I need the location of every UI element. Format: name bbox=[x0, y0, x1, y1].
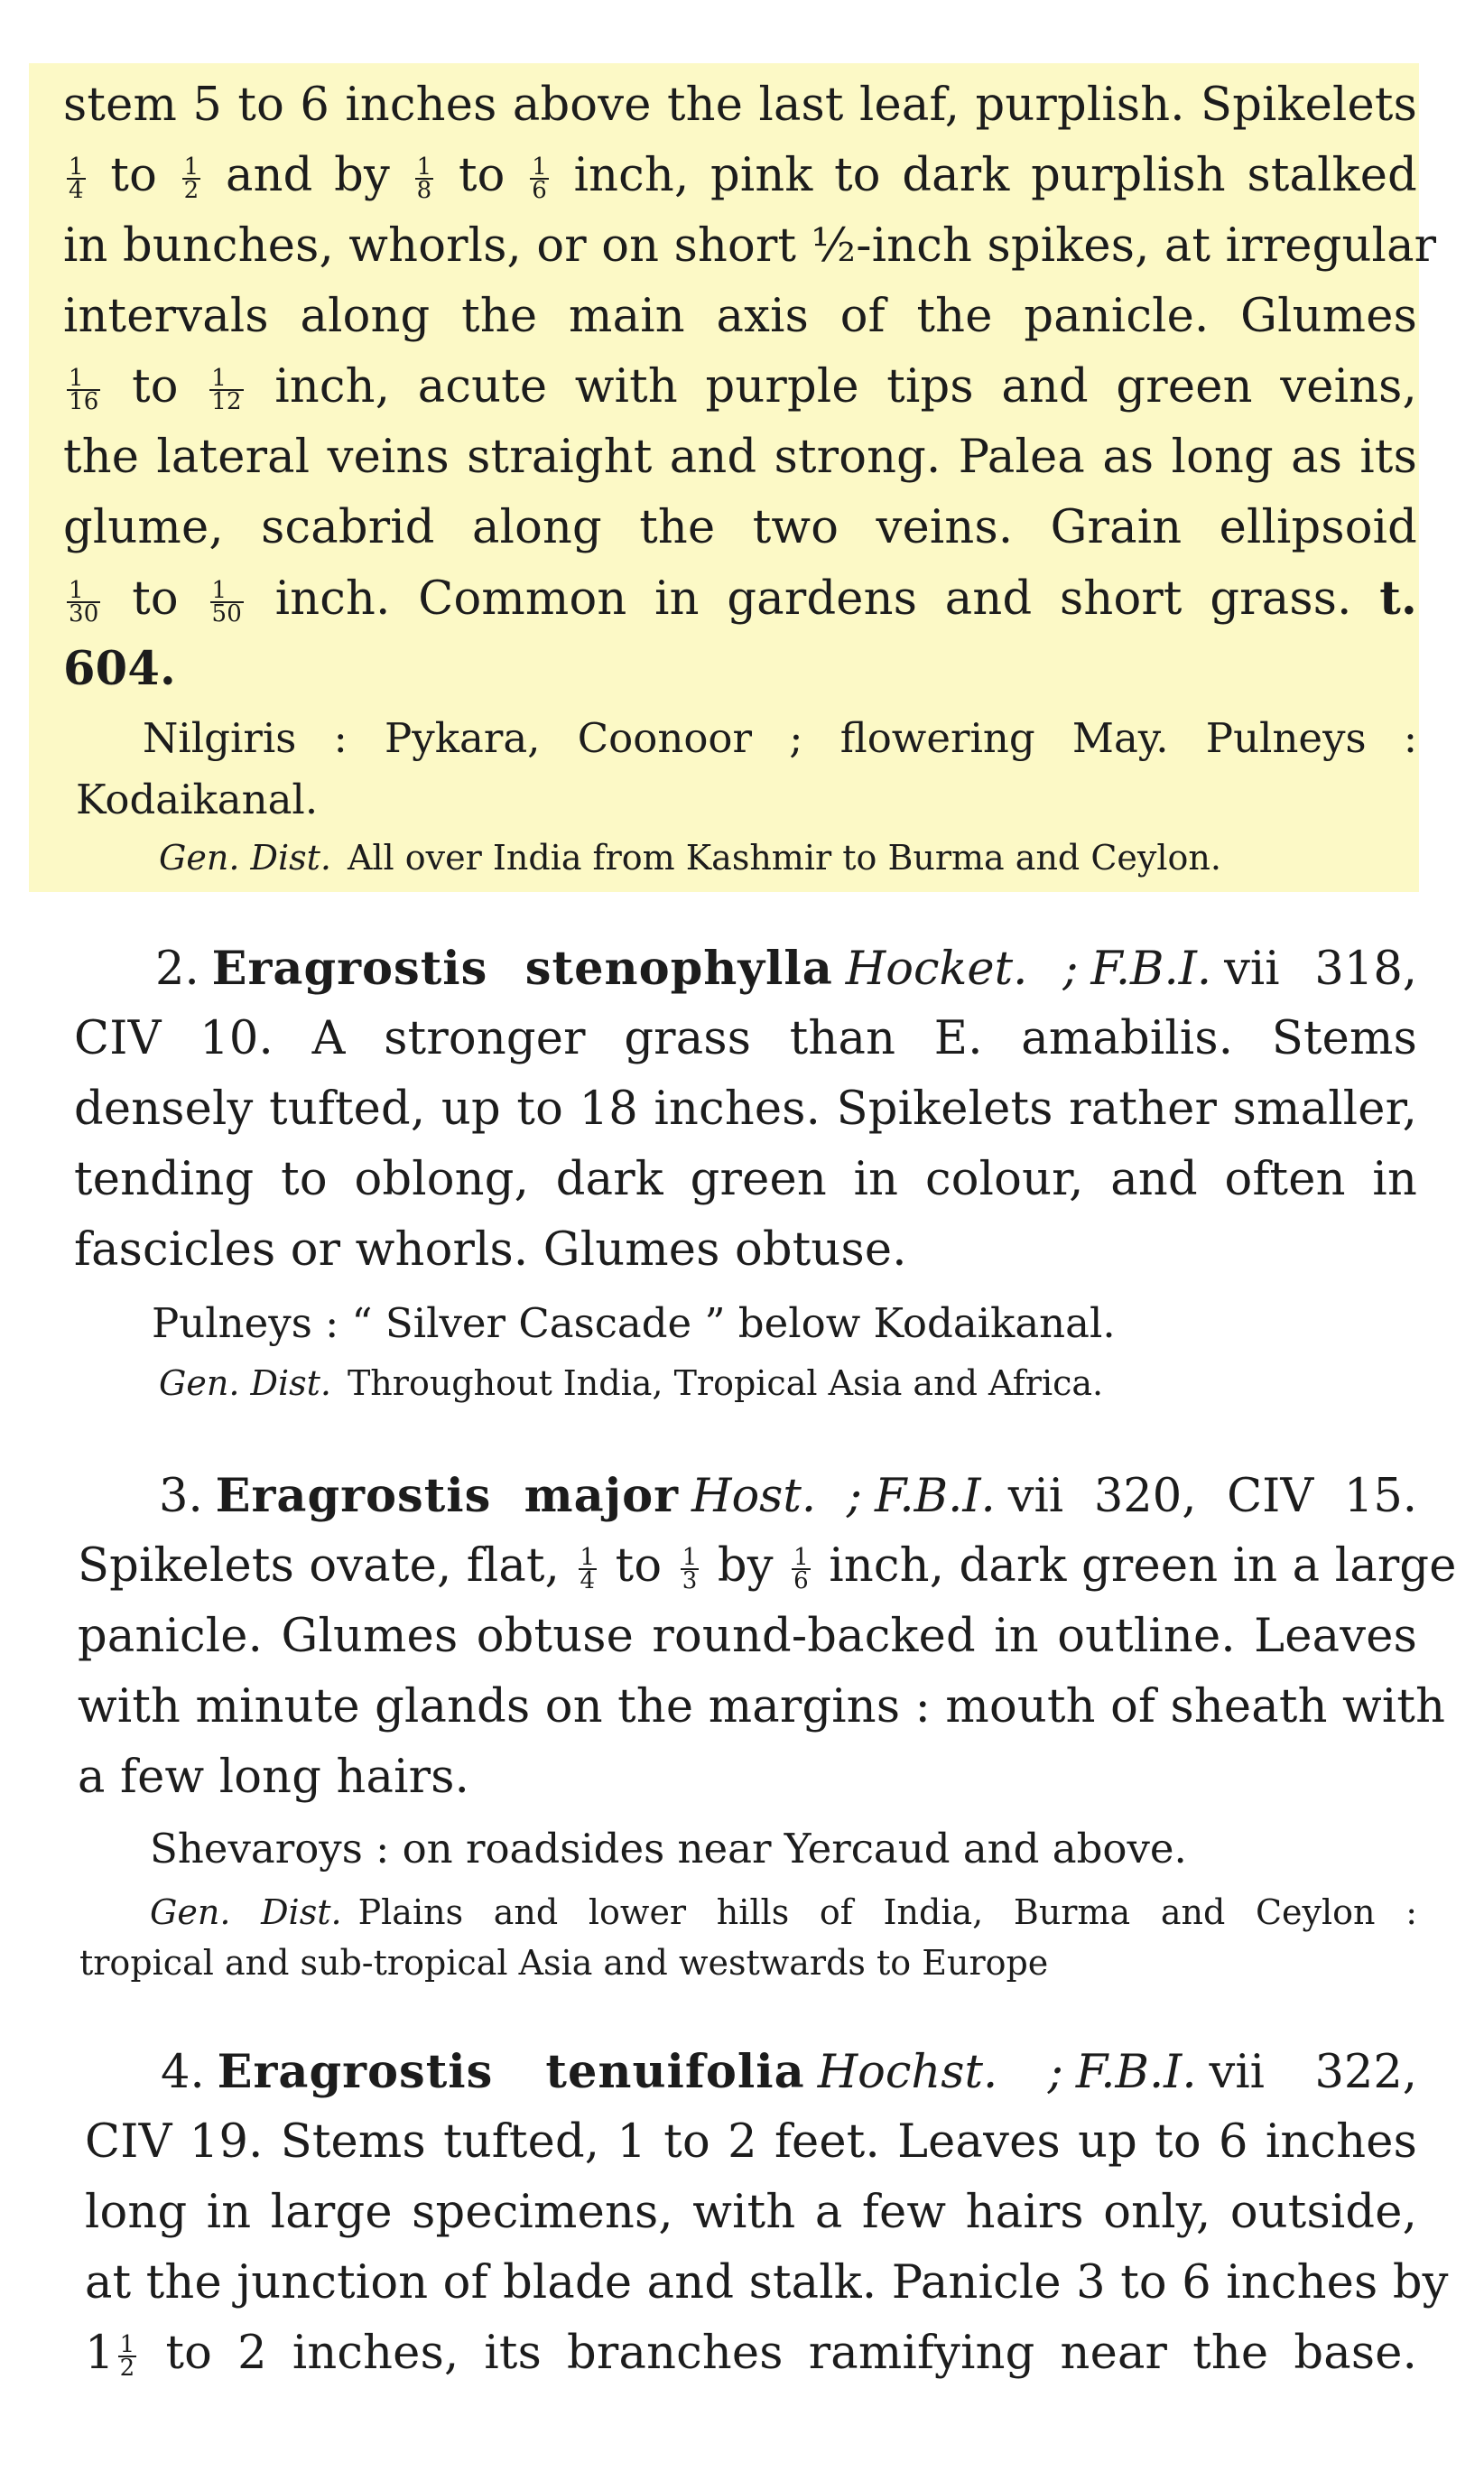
distribution-label: Gen. Dist. bbox=[150, 1892, 342, 1932]
species-name: Eragrostis major bbox=[215, 1469, 679, 1523]
text-line: stem 5 to 6 inches above the last leaf, purplish. Spikelets bbox=[63, 79, 1417, 132]
species-entry bbox=[74, 934, 1417, 1408]
reference-volume: vii 320, CIV 15. bbox=[1007, 1470, 1418, 1523]
fraction: $\frac{1}{16}$ bbox=[69, 365, 99, 415]
text-line: CIV 19. Stems tufted, 1 to 2 feet. Leaves up to 6 inches bbox=[85, 2115, 1417, 2169]
locality bbox=[143, 708, 1417, 769]
species-number: 3. bbox=[159, 1470, 203, 1523]
distribution-text: Plains and lower hills of India, Burma and Ceylon : bbox=[357, 1892, 1417, 1932]
fraction: $\frac{1}{6}$ bbox=[532, 153, 547, 204]
locality-line: Nilgiris : Pykara, Coonoor ; flowering May. Pulneys : bbox=[143, 714, 1417, 762]
continued-entry bbox=[63, 70, 1437, 883]
text-line: $\frac{1}{30}$ to $\frac{1}{50}$ inch. Common in gardens and short grass. t. bbox=[69, 572, 1417, 627]
text-line: in bunches, whorls, or on short ½-inch spikes, at irregular bbox=[63, 219, 1437, 273]
distribution-label: Gen. Dist. bbox=[159, 1363, 331, 1403]
species-author: Host. ; bbox=[691, 1470, 862, 1523]
text-line: a few long hairs. bbox=[78, 1751, 469, 1804]
text-line: long in large specimens, with a few hairs only, outside, bbox=[85, 2186, 1417, 2239]
general-distribution bbox=[150, 1887, 1417, 1938]
species-heading bbox=[78, 1461, 1417, 1531]
text-line: the lateral veins straight and strong. Palea as long as its bbox=[63, 431, 1417, 484]
species-entry bbox=[85, 2037, 1449, 2389]
text-line: panicle. Glumes obtuse round-backed in outline. Leaves bbox=[78, 1610, 1417, 1663]
fraction: $\frac{1}{8}$ bbox=[416, 153, 432, 204]
fraction: $\frac{1}{4}$ bbox=[580, 1544, 596, 1594]
text-line: fascicles or whorls. Glumes obtuse. bbox=[74, 1223, 907, 1277]
text-line: $\frac{1}{16}$ to $\frac{1}{12}$ inch, acute with purple tips and green veins, bbox=[69, 360, 1417, 415]
species-number: 2. bbox=[155, 943, 199, 996]
fraction: $\frac{1}{12}$ bbox=[211, 365, 242, 415]
text-line: tending to oblong, dark green in colour, and often in bbox=[74, 1153, 1417, 1206]
general-distribution bbox=[159, 1358, 1417, 1408]
plate-reference: t. bbox=[1379, 572, 1417, 626]
distribution-label: Gen. Dist. bbox=[159, 838, 331, 878]
fraction: $\frac{1}{2}$ bbox=[183, 153, 199, 204]
flora-reference: F.B.I. bbox=[874, 1470, 996, 1523]
fraction: $\frac{1}{4}$ bbox=[69, 153, 84, 204]
text-line: intervals along the main axis of the panicle. Glumes bbox=[63, 290, 1417, 343]
species-heading bbox=[85, 2037, 1417, 2107]
distribution-text-continued: tropical and sub-tropical Asia and westwards to Europe bbox=[79, 1943, 1049, 1983]
species-heading bbox=[74, 934, 1417, 1004]
species-number: 4. bbox=[161, 2046, 205, 2099]
flora-reference: F.B.I. bbox=[1075, 2046, 1197, 2099]
distribution-text: Throughout India, Tropical Asia and Africa. bbox=[347, 1363, 1104, 1403]
text-line: 1 $\frac{1}{2}$ to 2 inches, its branches ramifying near the base. bbox=[85, 2327, 1417, 2382]
text-line: at the junction of blade and stalk. Panicle 3 to 6 inches by bbox=[85, 2256, 1449, 2309]
species-author: Hochst. ; bbox=[817, 2046, 1063, 2099]
species-name: Eragrostis stenophylla bbox=[211, 942, 833, 996]
locality-line: Shevaroys : on roadsides near Yercaud and above. bbox=[150, 1825, 1187, 1873]
text-line: with minute glands on the margins : mouth of sheath with bbox=[78, 1680, 1446, 1733]
fraction: $\frac{1}{30}$ bbox=[69, 577, 99, 627]
locality-line: Kodaikanal. bbox=[76, 776, 319, 823]
text-line: $\frac{1}{4}$ to $\frac{1}{2}$ and by $\frac{1}{8}$ to $\frac{1}{6}$ inch, pink to dark purplish stalked bbox=[69, 149, 1417, 204]
species-name: Eragrostis tenuifolia bbox=[217, 2045, 805, 2099]
fraction: $\frac{1}{3}$ bbox=[682, 1544, 698, 1594]
species-entry bbox=[78, 1461, 1457, 1988]
general-distribution bbox=[159, 832, 1417, 883]
locality-line: Pulneys : “ Silver Cascade ” below Kodaikanal. bbox=[152, 1299, 1116, 1347]
fraction: $\frac{1}{6}$ bbox=[793, 1544, 809, 1594]
reference-volume: vii 322, bbox=[1209, 2046, 1418, 2099]
plate-number: 604. bbox=[63, 642, 177, 696]
reference-volume: vii 318, bbox=[1224, 943, 1417, 996]
text-line: glume, scabrid along the two veins. Grain ellipsoid bbox=[63, 501, 1417, 554]
text-line: CIV 10. A stronger grass than E. amabilis. Stems bbox=[74, 1012, 1417, 1065]
species-author: Hocket. ; bbox=[845, 943, 1079, 996]
text-line: Spikelets ovate, flat, $\frac{1}{4}$ to $\frac{1}{3}$ by $\frac{1}{6}$ inch, dark green in a large bbox=[78, 1539, 1457, 1594]
fraction: $\frac{1}{50}$ bbox=[211, 577, 243, 627]
flora-reference: F.B.I. bbox=[1090, 943, 1212, 996]
fraction: $\frac{1}{2}$ bbox=[119, 2331, 135, 2382]
text-line: densely tufted, up to 18 inches. Spikelets rather smaller, bbox=[74, 1083, 1417, 1136]
distribution-text: All over India from Kashmir to Burma and Ceylon. bbox=[347, 838, 1221, 878]
